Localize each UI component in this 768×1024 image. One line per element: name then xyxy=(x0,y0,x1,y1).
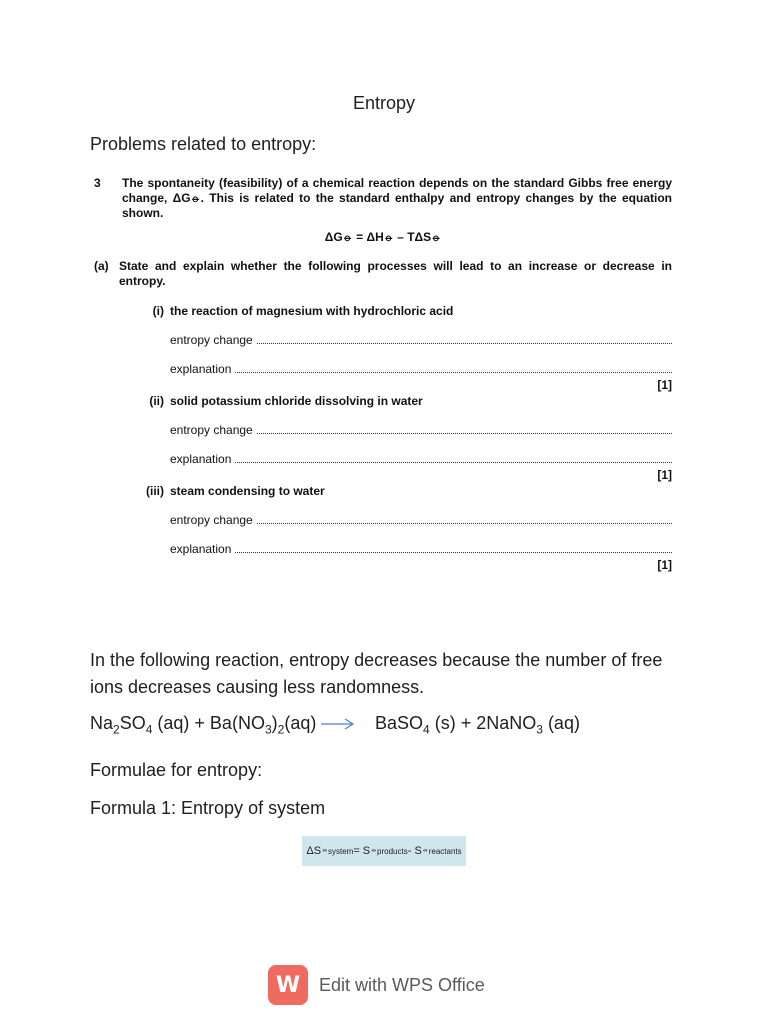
reaction-arrow-icon xyxy=(321,718,355,730)
subpart-ii xyxy=(94,394,672,482)
question-part-a xyxy=(94,259,672,289)
answer-dots xyxy=(235,362,672,373)
mark: [1] xyxy=(657,378,672,392)
subpart-text: steam condensing to water xyxy=(170,484,325,498)
part-label: (a) xyxy=(94,259,109,273)
subpart-text: solid potassium chloride dissolving in water xyxy=(170,394,423,408)
entropy-change-label: entropy change xyxy=(170,333,253,347)
subpart-head xyxy=(94,484,672,498)
explanation-line xyxy=(170,542,672,556)
entropy-change-label: entropy change xyxy=(170,423,253,437)
question-intro xyxy=(94,176,672,221)
answer-dots xyxy=(257,513,672,524)
answer-dots xyxy=(235,542,672,553)
reactants: $Na_2SO_4$ $(aq) + Ba(NO_3)_2(aq)$ xyxy=(90,713,317,737)
entropy-change-line xyxy=(170,513,672,527)
formulae-heading: Formulae for entropy: xyxy=(90,760,263,780)
explanation-paragraph: In the following reaction, entropy decreases because the number of free ions decreases causing less randomness. xyxy=(90,650,663,697)
wps-logo-icon[interactable]: W xyxy=(268,965,308,1005)
explanation-line xyxy=(170,362,672,376)
explanation-label: explanation xyxy=(170,452,232,466)
page-title: Entropy xyxy=(352,93,416,113)
subpart-head xyxy=(94,304,672,318)
subpart-label: (i) xyxy=(152,304,164,318)
question-number: 3 xyxy=(94,176,101,190)
question-image xyxy=(94,176,672,572)
mark: [1] xyxy=(657,558,672,572)
answer-dots xyxy=(257,333,672,344)
entropy-change-line xyxy=(170,423,672,437)
answer-dots xyxy=(257,423,672,434)
explanation-label: explanation xyxy=(170,542,232,556)
subpart-head xyxy=(94,394,672,408)
part-text: State and explain whether the following processes will lead to an increase or decrease in entropy. xyxy=(119,259,672,288)
entropy-formula-box: ΔS ⦵ system = S ⦵ products - S ⦵ reactants xyxy=(302,836,466,866)
products: BaSO$_4$ (s) + 2NaNO$_3$ (aq) xyxy=(375,713,580,737)
subpart-label: (iii) xyxy=(146,484,164,498)
question-intro-text: The spontaneity (feasibility) of a chemical reaction depends on the standard Gibbs free energy change, ΔG⦵. This is related to the standard enthalpy and entropy changes by the equation shown. xyxy=(122,176,672,220)
explanation-label: explanation xyxy=(170,362,232,376)
subpart-label: (ii) xyxy=(149,394,164,408)
entropy-change-label: entropy change xyxy=(170,513,253,527)
explanation-line xyxy=(170,452,672,466)
gibbs-equation: ΔG⦵ = ΔH⦵ – TΔS⦵ xyxy=(324,230,442,244)
answer-dots xyxy=(235,452,672,463)
subpart-iii xyxy=(94,484,672,572)
reaction-equation xyxy=(90,713,580,737)
mark: [1] xyxy=(657,468,672,482)
subpart-i xyxy=(94,304,672,392)
entropy-change-line xyxy=(170,333,672,347)
wps-edit-link[interactable]: Edit with WPS Office xyxy=(319,974,485,995)
subpart-text: the reaction of magnesium with hydrochloric acid xyxy=(170,304,454,318)
wps-edit-badge[interactable] xyxy=(268,965,485,1005)
formula1-heading: Formula 1: Entropy of system xyxy=(90,798,326,818)
problems-heading: Problems related to entropy: xyxy=(90,134,317,154)
